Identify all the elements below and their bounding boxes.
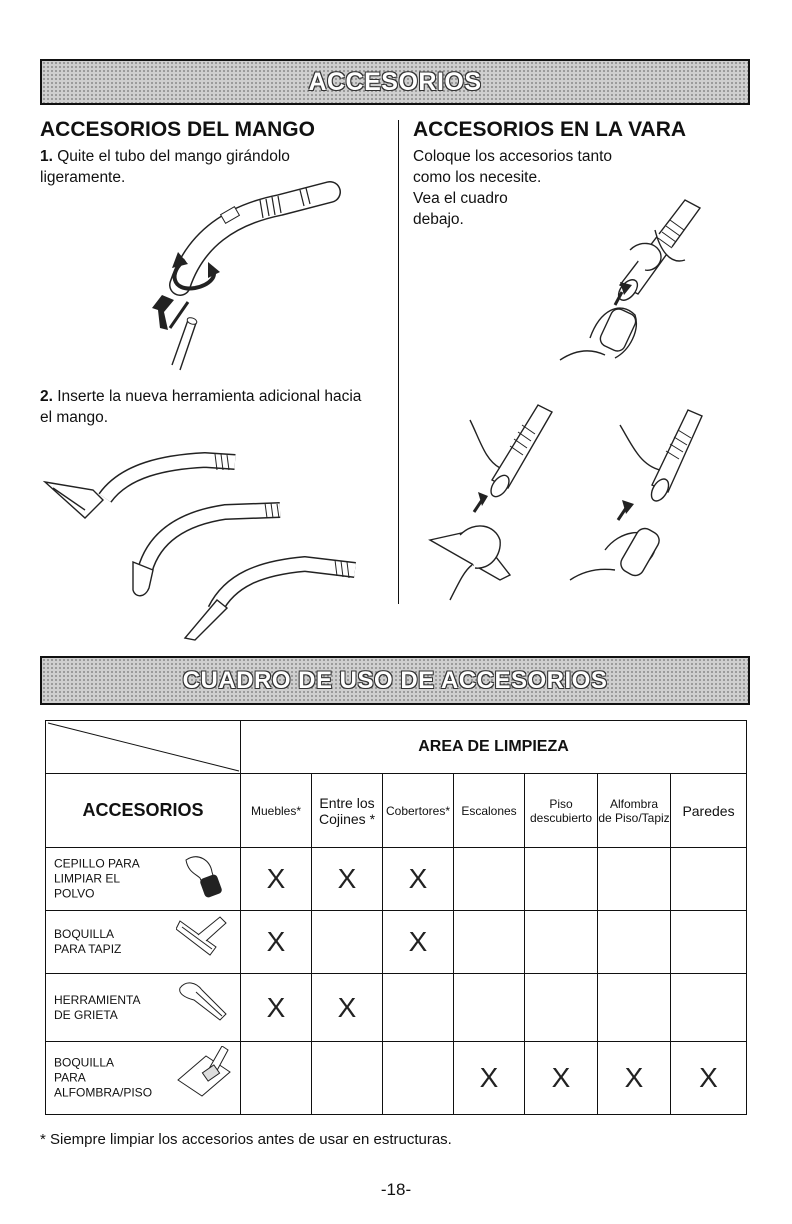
usage-mark: [241, 1041, 312, 1114]
chart-banner: [40, 656, 750, 705]
accessory-cell: [46, 1041, 241, 1114]
diagonal-line: [46, 721, 241, 773]
column-header-line1: Muebles*: [250, 803, 302, 818]
banner-title: ACCESORIOS: [308, 68, 482, 96]
column-header: [454, 773, 525, 847]
column-header-line2: de Piso/Tapiz: [598, 810, 670, 825]
area-header: AREA DE LIMPIEZA: [241, 721, 747, 774]
usage-mark: X: [383, 911, 454, 974]
usage-mark: X: [383, 848, 454, 911]
usage-mark: [312, 911, 383, 974]
table-row: [46, 848, 747, 911]
accessory-label: BOQUILLA PARA ALFOMBRA/PISO: [54, 1055, 153, 1100]
section-banner: [40, 59, 750, 105]
accessories-header: ACCESORIOS: [46, 773, 241, 847]
column-header: [241, 773, 312, 847]
wand-crevice-illustration: [570, 400, 710, 610]
column-header-line2: descubierto: [529, 810, 593, 825]
column-header-line1: Entre los: [319, 794, 375, 811]
column-header: [312, 773, 383, 847]
wand-brush-illustration: [560, 190, 710, 385]
usage-mark: [454, 848, 525, 911]
usage-mark: [525, 911, 598, 974]
attachment-handles-illustration: [45, 440, 385, 640]
usage-mark: X: [454, 1041, 525, 1114]
accessory-usage-table: [45, 720, 747, 1115]
usage-mark: [671, 911, 747, 974]
table-row: [46, 911, 747, 974]
column-divider: [398, 120, 399, 604]
usage-mark: [671, 974, 747, 1041]
usage-mark: X: [671, 1041, 747, 1114]
usage-mark: X: [312, 848, 383, 911]
accessory-label: HERRAMIENTA DE GRIETA: [54, 992, 141, 1022]
floor-nozzle-icon: [176, 1046, 232, 1098]
step1-text: Quite el tubo del mango girándolo ligeramente.: [40, 148, 290, 186]
chart-banner-title: CUADRO DE USO DE ACCESORIOS: [182, 667, 608, 694]
column-header-line1: Piso: [549, 796, 573, 811]
column-header-line2: Cojines *: [318, 810, 376, 827]
usage-mark: [525, 974, 598, 1041]
usage-mark: [312, 1041, 383, 1114]
usage-mark: [383, 1041, 454, 1114]
upholstery-nozzle-icon: [176, 915, 232, 967]
accessory-label: BOQUILLA PARA TAPIZ: [54, 927, 122, 957]
right-text-line1: Coloque los accesorios tanto: [413, 148, 613, 165]
right-text-line4: debajo.: [413, 211, 464, 228]
column-header: [383, 773, 454, 847]
accessory-cell: [46, 974, 241, 1041]
usage-mark: X: [241, 974, 312, 1041]
usage-mark: [598, 848, 671, 911]
usage-mark: [525, 848, 598, 911]
right-heading: ACCESORIOS EN LA VARA: [413, 118, 687, 141]
table-row: [46, 1041, 747, 1114]
usage-mark: [598, 911, 671, 974]
accessory-label: CEPILLO PARA LIMPIAR EL POLVO: [54, 856, 140, 901]
usage-mark: [454, 911, 525, 974]
column-header: [525, 773, 598, 847]
step2-number: 2.: [40, 388, 53, 405]
handle-removal-illustration: [150, 180, 360, 380]
column-header-line1: Cobertores*: [385, 803, 451, 818]
column-header-line1: Alfombra: [609, 796, 659, 811]
accessory-cell: [46, 911, 241, 974]
usage-mark: [454, 974, 525, 1041]
right-text-line2: como los necesite.: [413, 169, 542, 186]
corner-cell: [46, 721, 241, 774]
usage-mark: [383, 974, 454, 1041]
step1-number: 1.: [40, 148, 53, 165]
column-header: [671, 773, 747, 847]
crevice-tool-icon: [176, 978, 232, 1030]
footnote: * Siempre limpiar los accesorios antes de usar en estructuras.: [40, 1131, 452, 1148]
usage-mark: X: [525, 1041, 598, 1114]
right-text-line3: Vea el cuadro: [413, 190, 508, 207]
left-heading: ACCESORIOS DEL MANGO: [40, 118, 315, 141]
wand-upholstery-illustration: [430, 400, 560, 610]
column-header-line1: Escalones: [461, 803, 517, 818]
step2-text: Inserte la nueva herramienta adicional hacia el mango.: [40, 388, 362, 426]
page-number: -18-: [380, 1180, 412, 1199]
accessory-cell: [46, 848, 241, 911]
step2: [40, 386, 370, 428]
usage-mark: X: [598, 1041, 671, 1114]
usage-mark: [671, 848, 747, 911]
usage-mark: X: [241, 848, 312, 911]
usage-mark: X: [241, 911, 312, 974]
table-row: [46, 974, 747, 1041]
column-header-line1: Paredes: [682, 802, 735, 819]
dusting-brush-icon: [176, 852, 232, 904]
usage-mark: [598, 974, 671, 1041]
column-header: [598, 773, 671, 847]
usage-mark: X: [312, 974, 383, 1041]
